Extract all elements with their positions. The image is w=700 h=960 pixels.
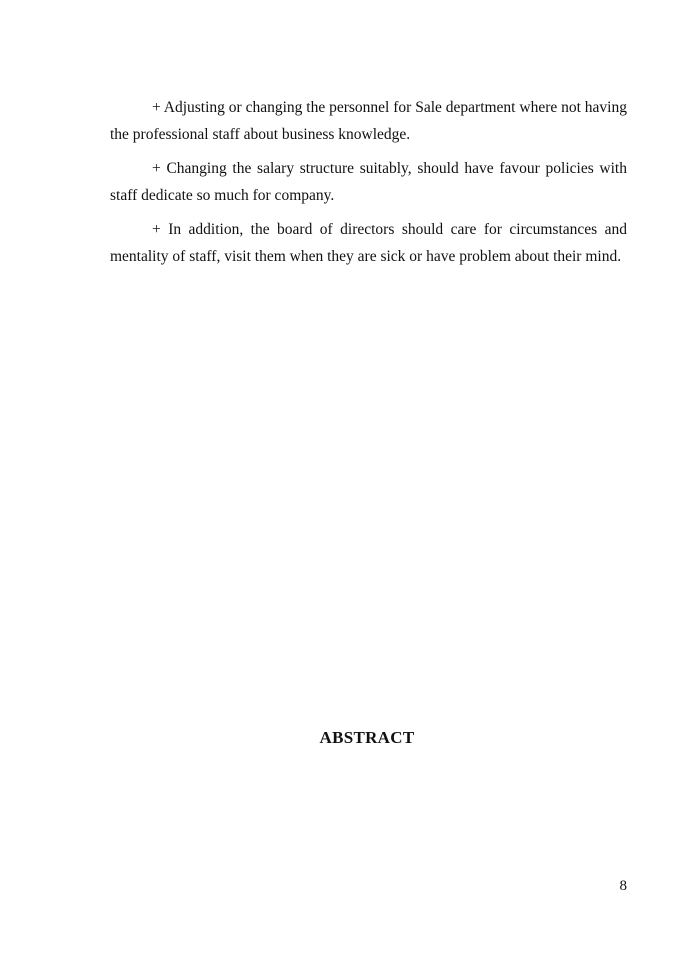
body-text — [110, 94, 627, 277]
paragraph-salary: + Changing the salary structure suitably, should have favour policies with staff dedicate so much for company. — [110, 160, 627, 204]
paragraph-board-care: + In addition, the board of directors should care for circumstances and mentality of staff, visit them when they are sick or have problem about their mind. — [110, 221, 627, 265]
paragraph-personnel: + Adjusting or changing the personnel for Sale department where not having the professional staff about business knowledge. — [110, 99, 627, 143]
page-number: 8 — [619, 878, 627, 894]
abstract-heading: ABSTRACT — [319, 728, 415, 747]
